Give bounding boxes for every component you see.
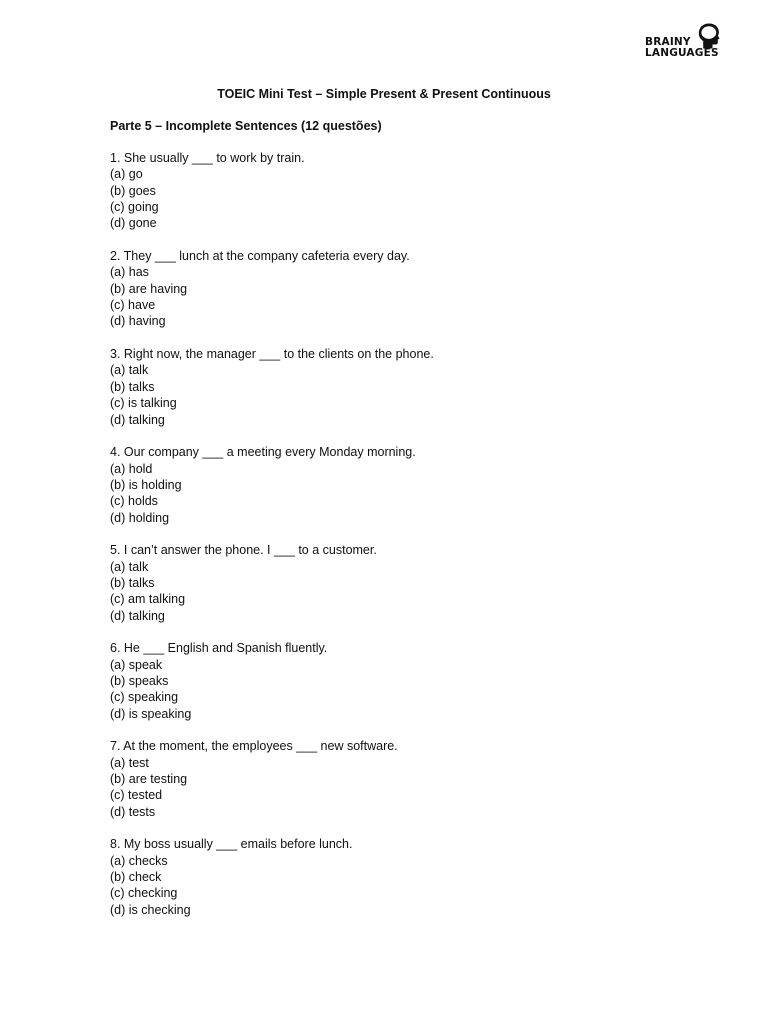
- answer-option: (b) talks: [110, 575, 155, 590]
- question-prompt: 7. At the moment, the employees ___ new software.: [110, 739, 398, 754]
- answer-option: (c) going: [110, 200, 159, 215]
- logo-line-1: BRAINY: [645, 36, 691, 48]
- question-list: [110, 150, 710, 935]
- answer-option: (a) speak: [110, 657, 163, 672]
- answer-option: (d) talking: [110, 412, 165, 427]
- brainy-languages-logo: [645, 22, 725, 62]
- answer-option: (b) speaks: [110, 674, 169, 688]
- answer-option: (c) tested: [110, 788, 163, 803]
- question-prompt: 3. Right now, the manager ___ to the clients on the phone.: [110, 347, 434, 362]
- logo-wordmark: [645, 37, 719, 59]
- question-prompt: 1. She usually ___ to work by train.: [110, 151, 305, 165]
- answer-option: (d) holding: [110, 510, 170, 525]
- answer-option: (c) am talking: [110, 592, 186, 607]
- answer-option: (c) speaking: [110, 690, 179, 705]
- answer-option: (a) has: [110, 265, 149, 280]
- question-prompt: 4. Our company ___ a meeting every Monday morning.: [110, 445, 416, 460]
- question-item: [110, 640, 710, 722]
- question-item: [110, 150, 710, 232]
- answer-option: (d) having: [110, 314, 166, 329]
- answer-option: (d) is checking: [110, 902, 191, 917]
- answer-option: (b) are testing: [110, 772, 188, 787]
- question-prompt: 2. They ___ lunch at the company cafeteria every day.: [110, 249, 410, 264]
- answer-option: (b) goes: [110, 183, 156, 198]
- answer-option: (c) checking: [110, 886, 178, 901]
- answer-option: (b) talks: [110, 379, 155, 394]
- answer-option: (a) go: [110, 167, 143, 182]
- answer-option: (b) check: [110, 870, 162, 885]
- answer-option: (d) tests: [110, 804, 156, 819]
- answer-option: (b) are having: [110, 281, 188, 296]
- answer-option: (a) test: [110, 755, 149, 770]
- question-item: [110, 248, 710, 330]
- answer-option: (c) have: [110, 298, 156, 313]
- section-heading: Parte 5 – Incomplete Sentences (12 questões): [110, 119, 382, 133]
- answer-option: (c) is talking: [110, 396, 177, 411]
- answer-option: (a) checks: [110, 853, 168, 868]
- question-prompt: 8. My boss usually ___ emails before lunch.: [110, 837, 353, 852]
- question-prompt: 6. He ___ English and Spanish fluently.: [110, 641, 328, 656]
- document-title: TOEIC Mini Test – Simple Present & Present Continuous: [217, 87, 551, 101]
- question-item: [110, 738, 710, 820]
- answer-option: (d) gone: [110, 216, 157, 231]
- logo-line-2: LANGUAGES: [645, 47, 719, 59]
- question-item: [110, 836, 710, 918]
- answer-option: (a) hold: [110, 461, 153, 476]
- question-prompt: 5. I can’t answer the phone. I ___ to a customer.: [110, 543, 377, 558]
- answer-option: (a) talk: [110, 363, 149, 378]
- question-item: [110, 346, 710, 428]
- answer-option: (d) talking: [110, 608, 165, 623]
- question-item: [110, 542, 710, 624]
- answer-option: (d) is speaking: [110, 706, 192, 721]
- answer-option: (a) talk: [110, 559, 149, 574]
- answer-option: (b) is holding: [110, 477, 182, 492]
- question-item: [110, 444, 710, 526]
- answer-option: (c) holds: [110, 494, 158, 509]
